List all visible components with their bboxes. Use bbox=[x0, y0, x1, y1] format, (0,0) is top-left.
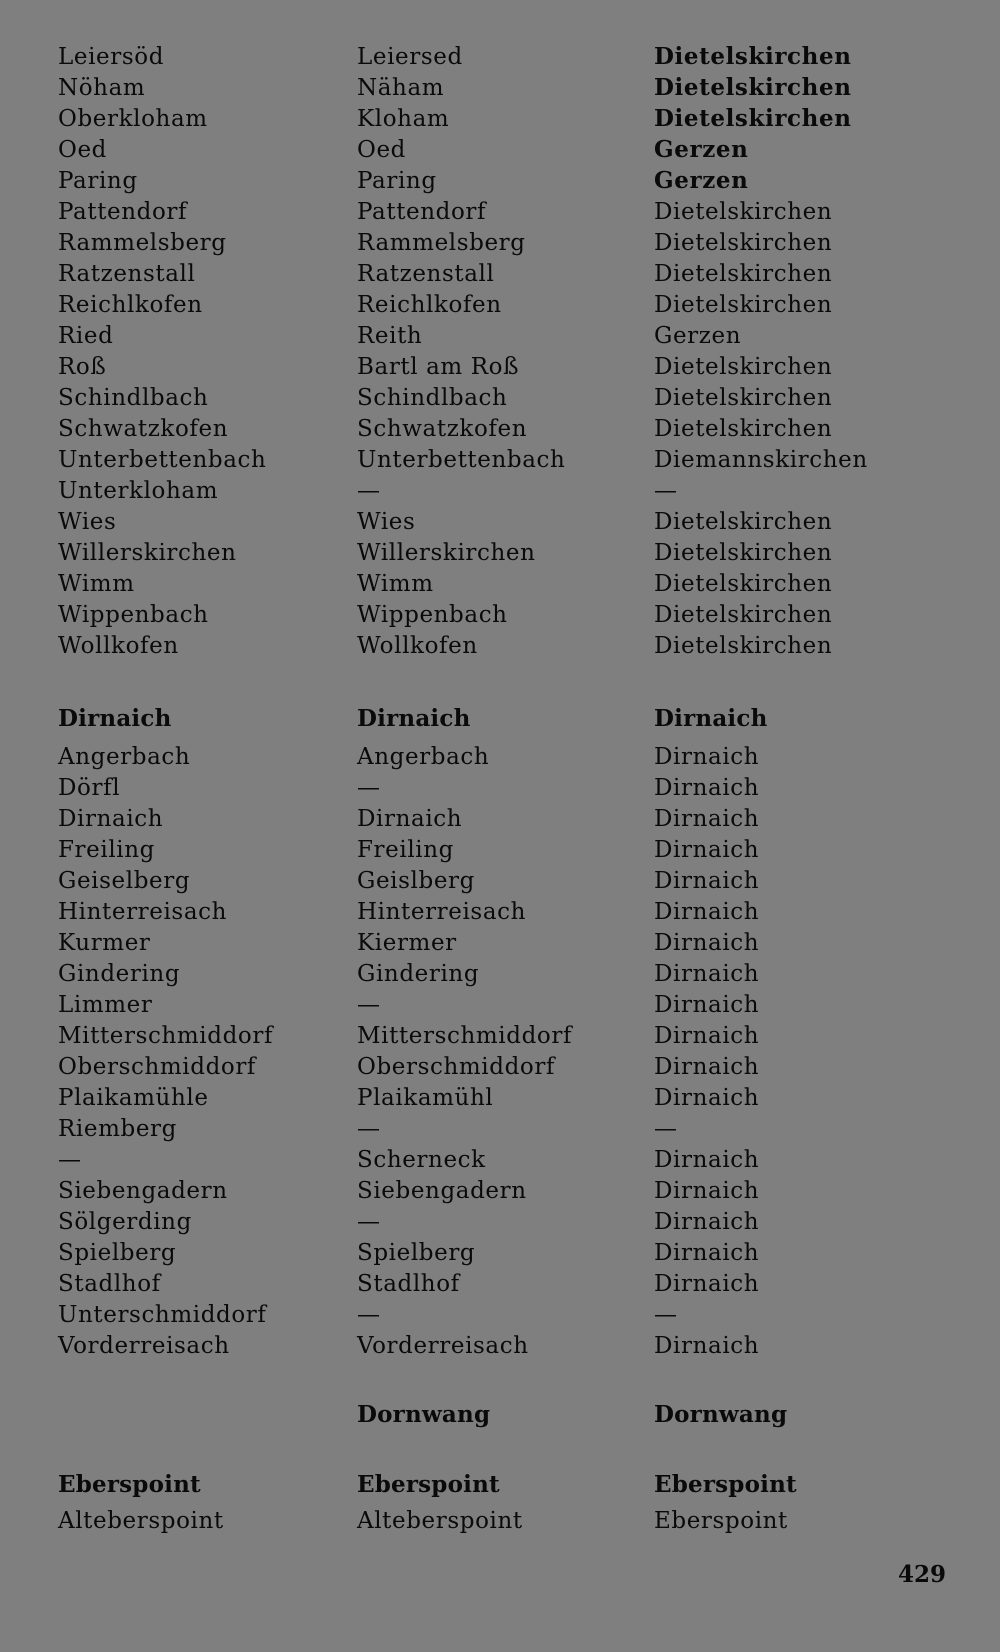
parish-cell: Dirnaich bbox=[654, 806, 760, 832]
former-name-cell: Geiselberg bbox=[58, 868, 191, 894]
former-name-cell: — bbox=[58, 1147, 82, 1173]
parish-cell: Dornwang bbox=[654, 1401, 788, 1428]
current-name-cell: Bartl am Roß bbox=[357, 354, 520, 380]
former-name-cell: Wies bbox=[58, 509, 117, 535]
table-row bbox=[0, 352, 1000, 382]
table-row bbox=[0, 1269, 1000, 1299]
parish-cell: Dirnaich bbox=[654, 961, 760, 987]
former-name-cell: Paring bbox=[58, 168, 138, 194]
former-name-cell: Schindlbach bbox=[58, 385, 209, 411]
former-name-cell: Unterschmiddorf bbox=[58, 1302, 267, 1328]
table-row bbox=[0, 197, 1000, 227]
former-name-cell: Alteberspoint bbox=[58, 1508, 224, 1534]
parish-cell: Dietelskirchen bbox=[654, 261, 833, 287]
current-name-cell: — bbox=[357, 775, 381, 801]
former-name-cell: Willerskirchen bbox=[58, 540, 237, 566]
former-name-cell: Limmer bbox=[58, 992, 153, 1018]
table-row bbox=[0, 104, 1000, 134]
current-name-cell: Dornwang bbox=[357, 1401, 491, 1428]
parish-cell: Dietelskirchen bbox=[654, 292, 833, 318]
table-row bbox=[0, 866, 1000, 896]
parish-cell: Dietelskirchen bbox=[654, 230, 833, 256]
former-name-cell: Angerbach bbox=[58, 744, 191, 770]
former-name-cell: Gindering bbox=[58, 961, 181, 987]
table-row bbox=[0, 383, 1000, 413]
current-name-cell: Kiermer bbox=[357, 930, 457, 956]
current-name-cell: Kloham bbox=[357, 106, 450, 132]
former-name-cell: Oberkloham bbox=[58, 106, 208, 132]
parish-cell: Gerzen bbox=[654, 136, 749, 163]
parish-cell: Dietelskirchen bbox=[654, 354, 833, 380]
current-name-cell: Paring bbox=[357, 168, 437, 194]
parish-cell: Dirnaich bbox=[654, 1333, 760, 1359]
current-name-cell: Freiling bbox=[357, 837, 454, 863]
current-name-cell: Reith bbox=[357, 323, 423, 349]
table-row bbox=[0, 507, 1000, 537]
table-row bbox=[0, 1114, 1000, 1144]
table-row bbox=[0, 1238, 1000, 1268]
table-row bbox=[0, 959, 1000, 989]
former-name-cell: Leiersöd bbox=[58, 44, 165, 70]
former-name-cell: Wippenbach bbox=[58, 602, 209, 628]
current-name-cell: Vorderreisach bbox=[357, 1333, 529, 1359]
table-row bbox=[0, 742, 1000, 772]
former-name-cell: Ratzenstall bbox=[58, 261, 196, 287]
table-row bbox=[0, 897, 1000, 927]
parish-cell: Dietelskirchen bbox=[654, 633, 833, 659]
current-name-cell: Rammelsberg bbox=[357, 230, 526, 256]
former-name-cell: Dirnaich bbox=[58, 806, 164, 832]
table-row bbox=[0, 290, 1000, 320]
parish-cell: Dietelskirchen bbox=[654, 540, 833, 566]
parish-cell: Dirnaich bbox=[654, 1271, 760, 1297]
table-row bbox=[0, 600, 1000, 630]
parish-cell: Gerzen bbox=[654, 323, 742, 349]
table-row bbox=[0, 73, 1000, 103]
parish-cell: Dirnaich bbox=[654, 775, 760, 801]
former-name-cell: Reichlkofen bbox=[58, 292, 203, 318]
parish-cell: Dietelskirchen bbox=[654, 43, 852, 70]
parish-cell: Dirnaich bbox=[654, 1178, 760, 1204]
former-name-cell: Unterkloham bbox=[58, 478, 219, 504]
parish-cell: Dirnaich bbox=[654, 1054, 760, 1080]
current-name-cell: Mitterschmiddorf bbox=[357, 1023, 573, 1049]
current-name-cell: Siebengadern bbox=[357, 1178, 527, 1204]
parish-cell: — bbox=[654, 1302, 678, 1328]
parish-cell: Dietelskirchen bbox=[654, 199, 833, 225]
parish-cell: Dirnaich bbox=[654, 899, 760, 925]
section-heading-row bbox=[0, 1400, 1000, 1430]
table-row bbox=[0, 928, 1000, 958]
former-name-cell: Eberspoint bbox=[58, 1471, 201, 1498]
current-name-cell: Wollkofen bbox=[357, 633, 478, 659]
former-name-cell: Wimm bbox=[58, 571, 135, 597]
former-name-cell: Spielberg bbox=[58, 1240, 177, 1266]
table-row bbox=[0, 42, 1000, 72]
former-name-cell: Riemberg bbox=[58, 1116, 177, 1142]
former-name-cell: Unterbettenbach bbox=[58, 447, 267, 473]
parish-cell: Dietelskirchen bbox=[654, 74, 852, 101]
table-row bbox=[0, 1083, 1000, 1113]
parish-cell: Dirnaich bbox=[654, 1085, 760, 1111]
current-name-cell: Alteberspoint bbox=[357, 1508, 523, 1534]
current-name-cell: Reichlkofen bbox=[357, 292, 502, 318]
current-name-cell: — bbox=[357, 1116, 381, 1142]
current-name-cell: Unterbettenbach bbox=[357, 447, 566, 473]
table-row bbox=[0, 135, 1000, 165]
parish-cell: — bbox=[654, 1116, 678, 1142]
parish-cell: — bbox=[654, 478, 678, 504]
current-name-cell: Wies bbox=[357, 509, 416, 535]
current-name-cell: — bbox=[357, 1209, 381, 1235]
current-name-cell: — bbox=[357, 1302, 381, 1328]
parish-cell: Dirnaich bbox=[654, 744, 760, 770]
former-name-cell: Siebengadern bbox=[58, 1178, 228, 1204]
current-name-cell: Schwatzkofen bbox=[357, 416, 528, 442]
former-name-cell: Roß bbox=[58, 354, 107, 380]
former-name-cell: Kurmer bbox=[58, 930, 151, 956]
current-name-cell: Angerbach bbox=[357, 744, 490, 770]
current-name-cell: Scherneck bbox=[357, 1147, 486, 1173]
former-name-cell: Dörfl bbox=[58, 775, 121, 801]
parish-cell: Dietelskirchen bbox=[654, 416, 833, 442]
section-heading-row bbox=[0, 1470, 1000, 1500]
current-name-cell: Dirnaich bbox=[357, 806, 463, 832]
former-name-cell: Stadlhof bbox=[58, 1271, 161, 1297]
former-name-cell: Plaikamühle bbox=[58, 1085, 209, 1111]
parish-cell: Dirnaich bbox=[654, 1240, 760, 1266]
current-name-cell: Gindering bbox=[357, 961, 480, 987]
page-number: 429 bbox=[898, 1561, 947, 1588]
table-row bbox=[0, 569, 1000, 599]
table-row bbox=[0, 1176, 1000, 1206]
table-row bbox=[0, 1506, 1000, 1536]
parish-cell: Eberspoint bbox=[654, 1508, 788, 1534]
current-name-cell: Geislberg bbox=[357, 868, 475, 894]
parish-cell: Dietelskirchen bbox=[654, 602, 833, 628]
current-name-cell: Spielberg bbox=[357, 1240, 476, 1266]
parish-cell: Dietelskirchen bbox=[654, 571, 833, 597]
former-name-cell: Vorderreisach bbox=[58, 1333, 230, 1359]
table-row bbox=[0, 476, 1000, 506]
table-row bbox=[0, 1300, 1000, 1330]
former-name-cell: Sölgerding bbox=[58, 1209, 192, 1235]
current-name-cell: — bbox=[357, 992, 381, 1018]
table-row bbox=[0, 1021, 1000, 1051]
parish-cell: Dirnaich bbox=[654, 705, 768, 732]
parish-cell: Dirnaich bbox=[654, 1023, 760, 1049]
table-row bbox=[0, 804, 1000, 834]
table-row bbox=[0, 1145, 1000, 1175]
table-row bbox=[0, 166, 1000, 196]
current-name-cell: Dirnaich bbox=[357, 705, 471, 732]
parish-cell: Dirnaich bbox=[654, 930, 760, 956]
former-name-cell: Freiling bbox=[58, 837, 155, 863]
former-name-cell: Wollkofen bbox=[58, 633, 179, 659]
parish-cell: Dirnaich bbox=[654, 1209, 760, 1235]
current-name-cell: Pattendorf bbox=[357, 199, 487, 225]
parish-cell: Diemannskirchen bbox=[654, 447, 868, 473]
table-row bbox=[0, 773, 1000, 803]
former-name-cell: Hinterreisach bbox=[58, 899, 228, 925]
current-name-cell: Willerskirchen bbox=[357, 540, 536, 566]
current-name-cell: Näham bbox=[357, 75, 445, 101]
table-row bbox=[0, 1331, 1000, 1361]
current-name-cell: Schindlbach bbox=[357, 385, 508, 411]
current-name-cell: Leiersed bbox=[357, 44, 463, 70]
current-name-cell: Hinterreisach bbox=[357, 899, 527, 925]
table-row bbox=[0, 990, 1000, 1020]
parish-cell: Dirnaich bbox=[654, 992, 760, 1018]
current-name-cell: Eberspoint bbox=[357, 1471, 500, 1498]
table-row bbox=[0, 259, 1000, 289]
current-name-cell: Oberschmiddorf bbox=[357, 1054, 556, 1080]
table-row bbox=[0, 414, 1000, 444]
former-name-cell: Oed bbox=[58, 137, 107, 163]
former-name-cell: Ried bbox=[58, 323, 114, 349]
former-name-cell: Schwatzkofen bbox=[58, 416, 229, 442]
section-heading-row bbox=[0, 704, 1000, 734]
current-name-cell: Plaikamühl bbox=[357, 1085, 494, 1111]
current-name-cell: Ratzenstall bbox=[357, 261, 495, 287]
table-row bbox=[0, 1052, 1000, 1082]
current-name-cell: Oed bbox=[357, 137, 406, 163]
current-name-cell: Wimm bbox=[357, 571, 434, 597]
parish-cell: Dirnaich bbox=[654, 868, 760, 894]
table-row bbox=[0, 228, 1000, 258]
former-name-cell: Rammelsberg bbox=[58, 230, 227, 256]
table-row bbox=[0, 445, 1000, 475]
current-name-cell: Stadlhof bbox=[357, 1271, 460, 1297]
table-row bbox=[0, 538, 1000, 568]
parish-cell: Gerzen bbox=[654, 167, 749, 194]
former-name-cell: Pattendorf bbox=[58, 199, 188, 225]
former-name-cell: Mitterschmiddorf bbox=[58, 1023, 274, 1049]
parish-cell: Dirnaich bbox=[654, 1147, 760, 1173]
current-name-cell: — bbox=[357, 478, 381, 504]
former-name-cell: Oberschmiddorf bbox=[58, 1054, 257, 1080]
parish-cell: Dietelskirchen bbox=[654, 509, 833, 535]
current-name-cell: Wippenbach bbox=[357, 602, 508, 628]
former-name-cell: Nöham bbox=[58, 75, 146, 101]
table-row bbox=[0, 1207, 1000, 1237]
parish-cell: Dietelskirchen bbox=[654, 385, 833, 411]
parish-cell: Eberspoint bbox=[654, 1471, 797, 1498]
table-row bbox=[0, 631, 1000, 661]
table-row bbox=[0, 321, 1000, 351]
table-row bbox=[0, 835, 1000, 865]
former-name-cell: Dirnaich bbox=[58, 705, 172, 732]
parish-cell: Dietelskirchen bbox=[654, 105, 852, 132]
parish-cell: Dirnaich bbox=[654, 837, 760, 863]
